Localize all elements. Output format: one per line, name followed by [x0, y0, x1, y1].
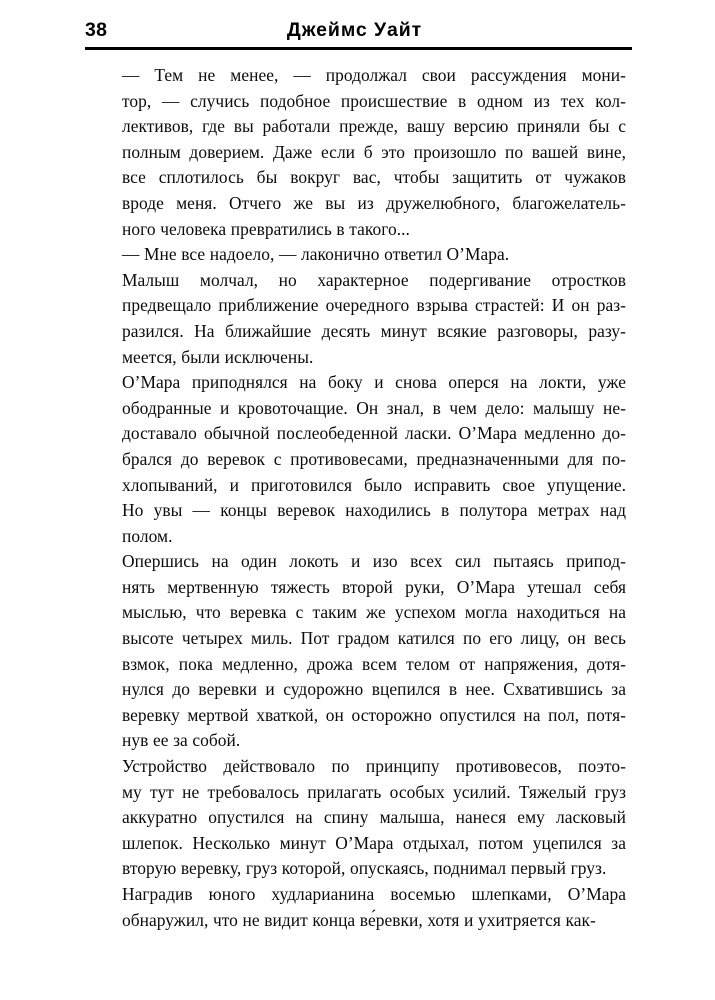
text-line: О’Мара приподнялся на боку и снова оперся на локти, уже: [122, 372, 626, 393]
text-line: хлопываний, и приготовился было исправить свое упущение.: [122, 474, 626, 495]
text-line: вроде меня. Отчего же вы из дружелюбного, благожелатель-: [122, 192, 626, 213]
text-line: тор, — случись подобное происшествие в одном из тех кол-: [122, 90, 626, 111]
text-line: веревку мертвой хваткой, он осторожно опустился на пол, потя-: [122, 704, 626, 725]
running-head: [85, 18, 632, 48]
running-head-title: Джеймс Уайт: [286, 19, 423, 41]
text-line: меется, были исключены.: [122, 346, 314, 367]
text-line: Но увы — концы веревок находились в полутора метрах над: [122, 500, 626, 521]
text-line: ного человека превратились в такого...: [122, 218, 410, 239]
text-line: предвещало приближение очередного взрыва страстей: И он раз-: [122, 295, 626, 316]
paragraph: [92, 63, 626, 242]
text-line: доставало обычной послеобеденной ласки. О’Мара медленно до-: [122, 423, 626, 444]
text-line: вторую веревку, груз которой, опускаясь, поднимал первый груз.: [122, 858, 607, 879]
text-line: шлепок. Несколько минут О’Мара отдыхал, потом уцепился за: [122, 832, 626, 853]
text-line: высоте четырех миль. Пот градом катился по его лицу, он весь: [122, 628, 626, 649]
text-line: Малыш молчал, но характерное подергивание отростков: [122, 269, 626, 290]
text-line: разился. На ближайшие десять минут всякие разговоры, разу-: [122, 320, 626, 341]
text-line: му тут не требовалось прилагать особых усилий. Тяжелый груз: [122, 781, 626, 802]
text-line: Наградив юного худларианина восемью шлепками, О’Мара: [122, 884, 626, 904]
text-line: брался до веревок с противовесами, предназначенными для по-: [122, 448, 626, 469]
text-line: аккуратно опустился на спину малыша, нанеся ему ласковый: [122, 807, 626, 828]
body-text-block: [92, 63, 626, 933]
text-line: нулся до веревки и судорожно вцепился в нее. Схватившись за: [122, 679, 626, 700]
text-line: полом.: [122, 525, 173, 546]
text-line: полным доверием. Даже если б это произошло по вашей вине,: [122, 141, 626, 162]
text-line: мыслью, что веревка с таким же успехом могла находиться на: [122, 602, 626, 623]
paragraph: [92, 268, 626, 370]
paragraph: [92, 242, 626, 268]
text-line: — Тем не менее, — продолжал свои рассуждения мони-: [122, 65, 626, 85]
text-line: нять мертвенную тяжесть второй руки, О’Мара утешал себя: [122, 576, 626, 597]
text-line: лективов, где вы работали прежде, вашу версию приняли бы с: [122, 116, 626, 137]
text-line: нув ее за собой.: [122, 730, 241, 751]
text-line: взмок, пока медленно, дрожа всем телом от напряжения, дотя-: [122, 653, 626, 674]
text-line: обнаружил, что не видит конца ве́ревки, хотя и ухитряется как-: [122, 909, 596, 930]
header-divider-rule: [85, 47, 632, 50]
paragraph: [92, 754, 626, 882]
paragraph: [92, 882, 626, 933]
paragraph: [92, 370, 626, 549]
text-line: Опершись на один локоть и изо всех сил пытаясь припод-: [122, 551, 626, 572]
text-line: Устройство действовало по принципу противовесов, поэто-: [122, 756, 626, 777]
text-line: ободранные и кровоточащие. Он знал, в чем дело: малышу не-: [122, 397, 626, 418]
paragraph: [92, 549, 626, 754]
text-line: все сплотилось бы вокруг вас, чтобы защитить от чужаков: [122, 167, 626, 188]
page-number: 38: [85, 19, 108, 41]
text-line: — Мне все надоело, — лаконично ответил О’Мара.: [122, 244, 510, 265]
